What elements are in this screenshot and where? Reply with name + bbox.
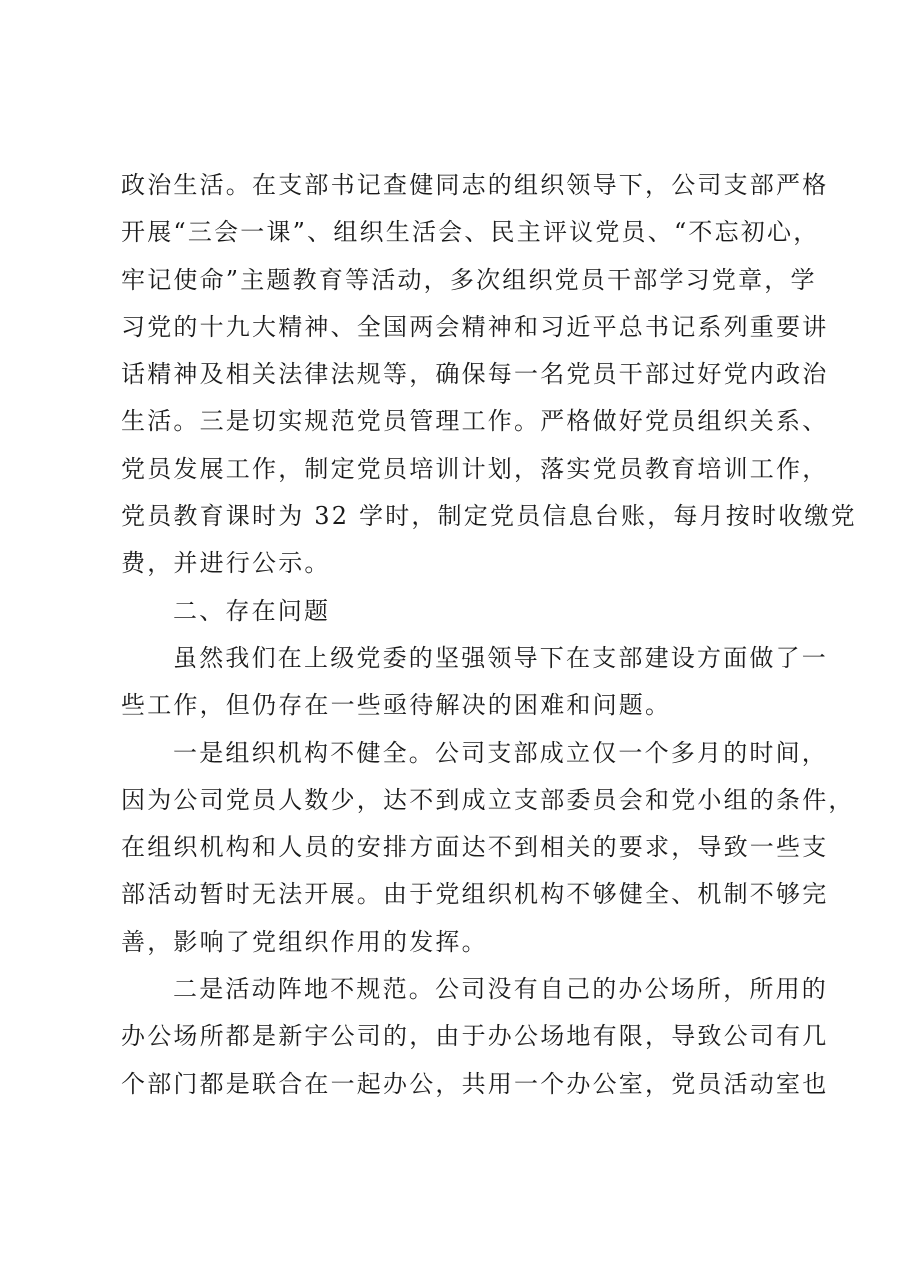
text-line: 二、存在问题 bbox=[173, 596, 331, 625]
document-body bbox=[121, 162, 857, 1108]
text-line: 习党的十九大精神、全国两会精神和习近平总书记系列重要讲 bbox=[121, 312, 829, 341]
text-line: 二是活动阵地不规范。公司没有自己的办公场所，所用的 bbox=[173, 975, 828, 1004]
text-line: 在组织机构和人员的安排方面达不到相关的要求，导致一些支 bbox=[121, 833, 829, 862]
text-line: 一是组织机构不健全。公司支部成立仅一个多月的时间， bbox=[173, 738, 828, 767]
text-line: 牢记使命”主题教育等活动，多次组织党员干部学习党章，学 bbox=[121, 265, 817, 294]
text-line: 开展“三会一课”、组织生活会、民主评议党员、“不忘初心， bbox=[121, 218, 820, 247]
text-line: 话精神及相关法律法规等，确保每一名党员干部过好党内政治 bbox=[121, 360, 829, 389]
text-line: 部活动暂时无法开展。由于党组织机构不够健全、机制不够完 bbox=[121, 880, 829, 909]
text-line: 党员发展工作，制定党员培训计划，落实党员教育培训工作， bbox=[121, 454, 829, 483]
text-line: 办公场所都是新宇公司的，由于办公场地有限，导致公司有几 bbox=[121, 1022, 829, 1051]
text-line: 生活。三是切实规范党员管理工作。严格做好党员组织关系、 bbox=[121, 407, 829, 436]
text-line: 党员教育课时为 32 学时，制定党员信息台账，每月按时收缴党 bbox=[121, 502, 857, 531]
text-line: 善，影响了党组织作用的发挥。 bbox=[121, 927, 488, 956]
text-line: 虽然我们在上级党委的坚强领导下在支部建设方面做了一 bbox=[173, 643, 828, 672]
text-line: 个部门都是联合在一起办公，共用一个办公室，党员活动室也 bbox=[121, 1069, 829, 1098]
text-line: 些工作，但仍存在一些亟待解决的困难和问题。 bbox=[121, 691, 672, 720]
text-line: 政治生活。在支部书记查健同志的组织领导下，公司支部严格 bbox=[121, 171, 829, 199]
text-line: 因为公司党员人数少，达不到成立支部委员会和党小组的条件， bbox=[121, 785, 855, 814]
text-line: 费，并进行公示。 bbox=[121, 549, 331, 578]
